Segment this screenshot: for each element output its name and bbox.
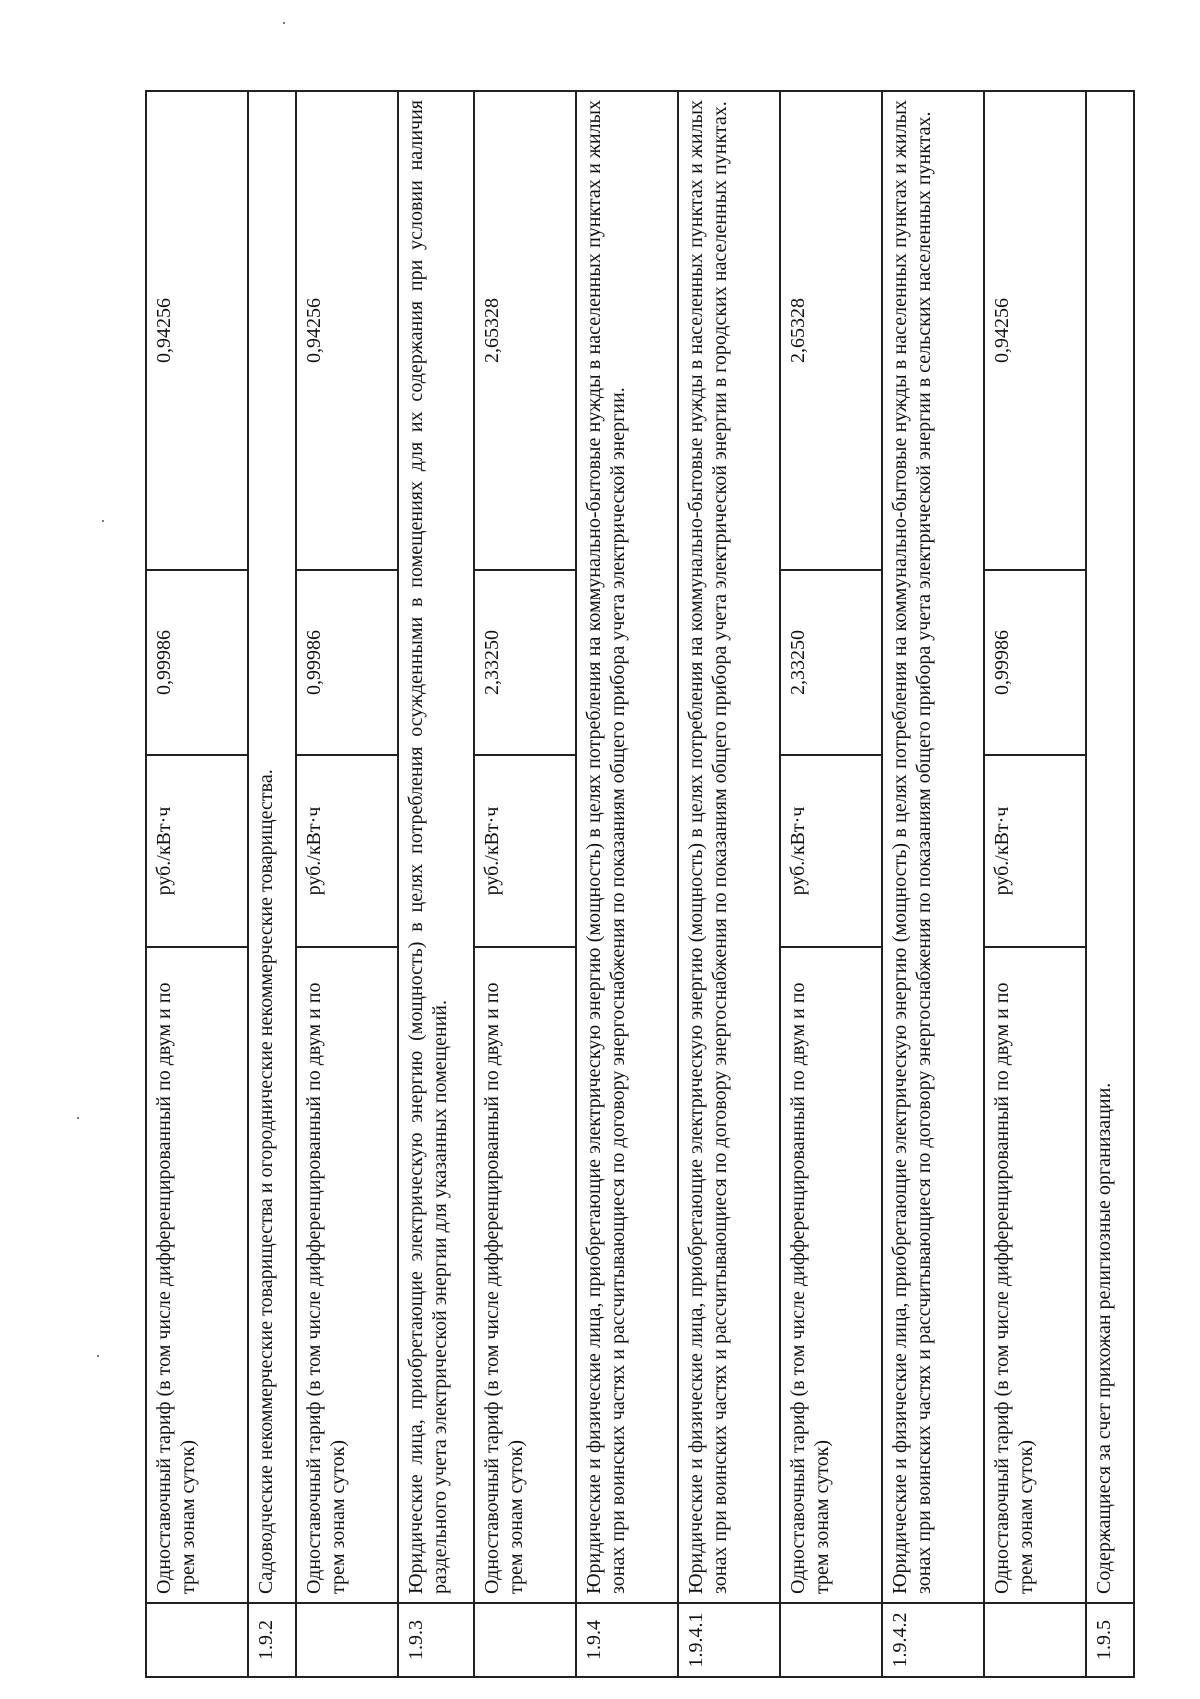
unit-cell: руб./кВт·ч bbox=[296, 755, 398, 947]
scan-speck bbox=[97, 1355, 99, 1357]
category-heading: Юридические лица, приобретающие электрическую энергию (мощность) в целях потребления осужденными в помещениях для их содержания при условии наличия раздельного учета электрической энергии для указанных помещений. bbox=[398, 91, 474, 1603]
value-second-half: 0,94256 bbox=[296, 91, 398, 570]
table-row bbox=[296, 91, 398, 1677]
value-first-half: 2,33250 bbox=[474, 570, 576, 755]
table-row bbox=[984, 91, 1086, 1677]
scan-speck bbox=[77, 1117, 79, 1119]
scan-speck bbox=[283, 22, 285, 24]
row-number bbox=[296, 1603, 398, 1677]
tariff-description: Одноставочный тариф (в том числе дифференцированный по двум и по трем зонам суток) bbox=[296, 947, 398, 1603]
tariff-description: Одноставочный тариф (в том числе дифференцированный по двум и по трем зонам суток) bbox=[984, 947, 1086, 1603]
row-number bbox=[474, 1603, 576, 1677]
row-number: 1.9.5 bbox=[1086, 1603, 1134, 1677]
unit-cell: руб./кВт·ч bbox=[984, 755, 1086, 947]
value-second-half: 2,65328 bbox=[474, 91, 576, 570]
unit-cell: руб./кВт·ч bbox=[474, 755, 576, 947]
row-number bbox=[780, 1603, 882, 1677]
value-second-half: 2,65328 bbox=[780, 91, 882, 570]
value-first-half: 0,99986 bbox=[984, 570, 1086, 755]
category-heading: Юридические и физические лица, приобретающие электрическую энергию (мощность) в целях потребления на коммунально-бытовые нужды в населенных пунктах и жилых зонах при воинских частях и рассчитывающиеся по договору энергоснабжения по показаниям общего прибора учета электрической энергии. bbox=[576, 91, 678, 1603]
table-row bbox=[146, 91, 248, 1677]
table-row bbox=[576, 91, 678, 1677]
unit-cell: руб./кВт·ч bbox=[780, 755, 882, 947]
row-number: 1.9.2 bbox=[248, 1603, 296, 1677]
row-number: 1.9.4.2 bbox=[882, 1603, 984, 1677]
table-row bbox=[1086, 91, 1134, 1677]
table-row bbox=[780, 91, 882, 1677]
row-number: 1.9.4 bbox=[576, 1603, 678, 1677]
scan-speck bbox=[102, 520, 104, 522]
value-second-half: 0,94256 bbox=[984, 91, 1086, 570]
row-number: 1.9.4.1 bbox=[678, 1603, 780, 1677]
value-second-half: 0,94256 bbox=[146, 91, 248, 570]
row-number: 1.9.3 bbox=[398, 1603, 474, 1677]
category-heading: Садоводческие некоммерческие товарищества и огороднические некоммерческие товарищества. bbox=[248, 91, 296, 1603]
unit-cell: руб./кВт·ч bbox=[146, 755, 248, 947]
table-row bbox=[398, 91, 474, 1677]
table-row bbox=[474, 91, 576, 1677]
table-row bbox=[678, 91, 780, 1677]
category-heading: Юридические и физические лица, приобретающие электрическую энергию (мощность) в целях потребления на коммунально-бытовые нужды в населенных пунктах и жилых зонах при воинских частях и рассчитывающиеся по договору энергоснабжения по показаниям общего прибора учета электрической энергии в городских населенных пунктах. bbox=[678, 91, 780, 1603]
tariff-description: Одноставочный тариф (в том числе дифференцированный по двум и по трем зонам суток) bbox=[146, 947, 248, 1603]
rotated-table-wrapper bbox=[145, 92, 1115, 1678]
value-first-half: 0,99986 bbox=[146, 570, 248, 755]
tariff-table bbox=[145, 90, 1135, 1678]
table-row bbox=[882, 91, 984, 1677]
value-first-half: 0,99986 bbox=[296, 570, 398, 755]
row-number bbox=[146, 1603, 248, 1677]
tariff-description: Одноставочный тариф (в том числе дифференцированный по двум и по трем зонам суток) bbox=[474, 947, 576, 1603]
value-first-half: 2,33250 bbox=[780, 570, 882, 755]
tariff-description: Одноставочный тариф (в том числе дифференцированный по двум и по трем зонам суток) bbox=[780, 947, 882, 1603]
table-row bbox=[248, 91, 296, 1677]
row-number bbox=[984, 1603, 1086, 1677]
category-heading: Юридические и физические лица, приобретающие электрическую энергию (мощность) в целях потребления на коммунально-бытовые нужды в населенных пунктах и жилых зонах при воинских частях и рассчитывающиеся по договору энергоснабжения по показаниям общего прибора учета электрической энергии в сельских населенных пунктах. bbox=[882, 91, 984, 1603]
category-heading: Содержащиеся за счет прихожан религиозные организации. bbox=[1086, 91, 1134, 1603]
scanned-page bbox=[145, 92, 1115, 1678]
